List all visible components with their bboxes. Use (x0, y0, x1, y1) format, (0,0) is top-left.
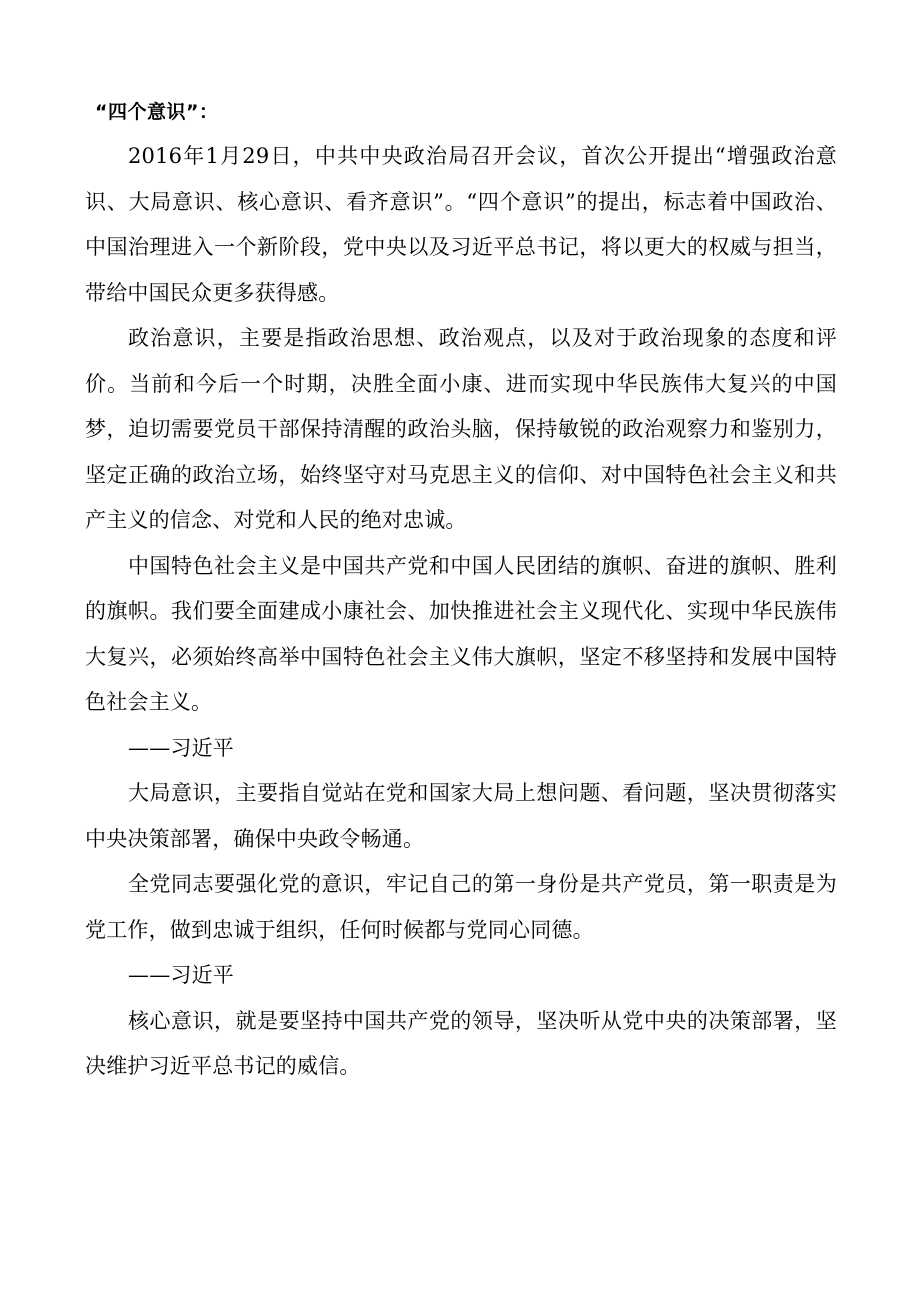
paragraph-quote-socialism: 中国特色社会主义是中国共产党和中国人民团结的旗帜、奋进的旗帜、胜利的旗帜。我们要全面建成小康社会、加快推进社会主义现代化、实现中华民族伟大复兴，必须始终高举中国特色社会主义伟大旗帜，坚定不移坚持和发展中国特色社会主义。 (85, 553, 837, 714)
paragraph-intro: 2016年1月29日，中共中央政治局召开会议，首次公开提出“增强政治意识、大局意识、核心意识、看齐意识”。“四个意识”的提出，标志着中国政治、中国治理进入一个新阶段，党中央以及习近平总书记，将以更大的权威与担当，带给中国民众更多获得感。 (85, 144, 837, 305)
paragraph-overall-awareness: 大局意识，主要指自觉站在党和国家大局上想问题、看问题，坚决贯彻落实中央决策部署，确保中央政令畅通。 (85, 781, 837, 851)
quote-attribution-1: ——习近平 (128, 735, 234, 760)
paragraph-quote-party: 全党同志要强化党的意识，牢记自己的第一身份是共产党员，第一职责是为党工作，做到忠诚于组织，任何时候都与党同心同德。 (85, 872, 837, 942)
quote-attribution-2: ——习近平 (128, 963, 234, 987)
paragraph-core-awareness: 核心意识，就是要坚持中国共产党的领导，坚决听从党中央的决策部署，坚决维护习近平总书记的威信。 (85, 1008, 837, 1078)
section-heading: “四个意识”： (95, 101, 219, 123)
document-page (85, 92, 837, 1090)
paragraph-political-awareness: 政治意识，主要是指政治思想、政治观点，以及对于政治现象的态度和评价。当前和今后一个时期，决胜全面小康、进而实现中华民族伟大复兴的中国梦，迫切需要党员干部保持清醒的政治头脑，保持敏锐的政治观察力和鉴别力，坚定正确的政治立场，始终坚守对马克思主义的信仰、对中国特色社会主义和共产主义的信念、对党和人民的绝对忠诚。 (85, 326, 837, 532)
